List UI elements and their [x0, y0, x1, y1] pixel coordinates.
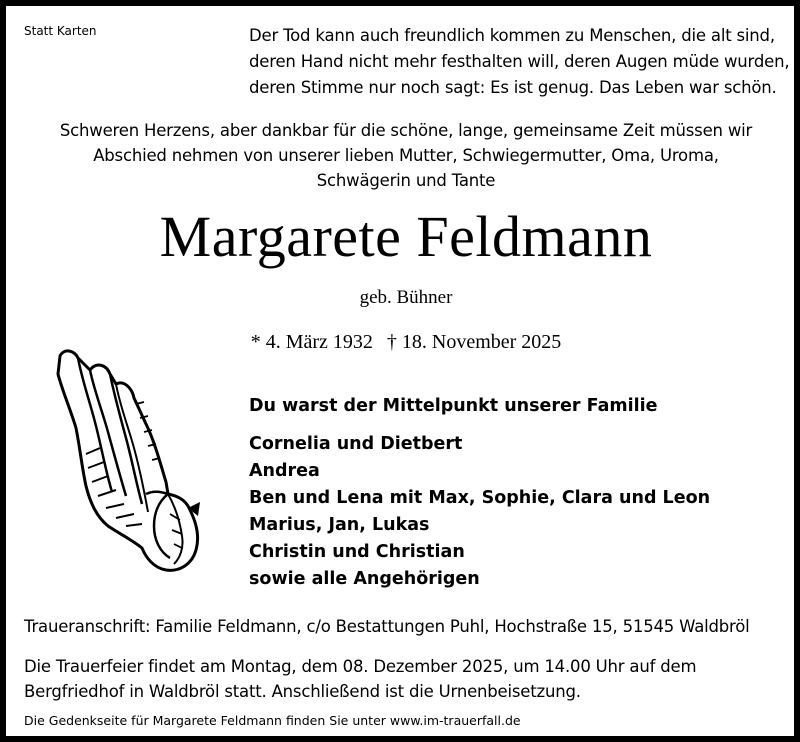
birth-name: geb. Bühner — [359, 287, 453, 308]
ceremony-info — [24, 654, 794, 704]
family-member: sowie alle Angehörigen — [249, 569, 480, 589]
ceremony-line: Bergfriedhof in Waldbröl statt. Anschließend ist die Urnenbeisetzung. — [24, 682, 581, 701]
mourning-address: Traueranschrift: Familie Feldmann, c/o Bestattungen Puhl, Hochstraße 15, 51545 Waldbröl — [24, 617, 750, 636]
statt-karten-label: Statt Karten — [24, 24, 97, 38]
death-date: † 18. November 2025 — [386, 331, 562, 353]
praying-hands-icon — [50, 344, 210, 579]
family-motto: Du warst der Mittelpunkt unserer Familie — [249, 396, 658, 416]
intro-line: Schweren Herzens, aber dankbar für die schöne, lange, gemeinsame Zeit müssen wir — [59, 121, 753, 140]
memorial-quote — [249, 23, 794, 101]
intro-text — [36, 118, 776, 193]
family-member: Andrea — [249, 461, 320, 481]
family-list — [249, 393, 789, 593]
family-member: Cornelia und Dietbert — [249, 434, 463, 454]
quote-line: Der Tod kann auch freundlich kommen zu Menschen, die alt sind, — [249, 26, 775, 45]
family-member: Ben und Lena mit Max, Sophie, Clara und Leon — [249, 488, 711, 508]
intro-line: Schwägerin und Tante — [316, 171, 496, 190]
ceremony-line: Die Trauerfeier findet am Montag, dem 08. Dezember 2025, um 14.00 Uhr auf dem — [24, 657, 697, 676]
quote-line: deren Stimme nur noch sagt: Es ist genug. Das Leben war schön. — [249, 78, 777, 97]
memorial-page-note: Die Gedenkseite für Margarete Feldmann finden Sie unter www.im-trauerfall.de — [24, 713, 521, 728]
birth-date: * 4. März 1932 — [250, 331, 373, 353]
quote-line: deren Hand nicht mehr festhalten will, deren Augen müde wurden, — [249, 52, 790, 71]
family-member: Marius, Jan, Lukas — [249, 515, 430, 535]
family-member: Christin und Christian — [249, 542, 465, 562]
deceased-name: Margarete Feldmann — [159, 204, 653, 269]
intro-line: Abschied nehmen von unserer lieben Mutter, Schwiegermutter, Oma, Uroma, — [93, 146, 719, 165]
